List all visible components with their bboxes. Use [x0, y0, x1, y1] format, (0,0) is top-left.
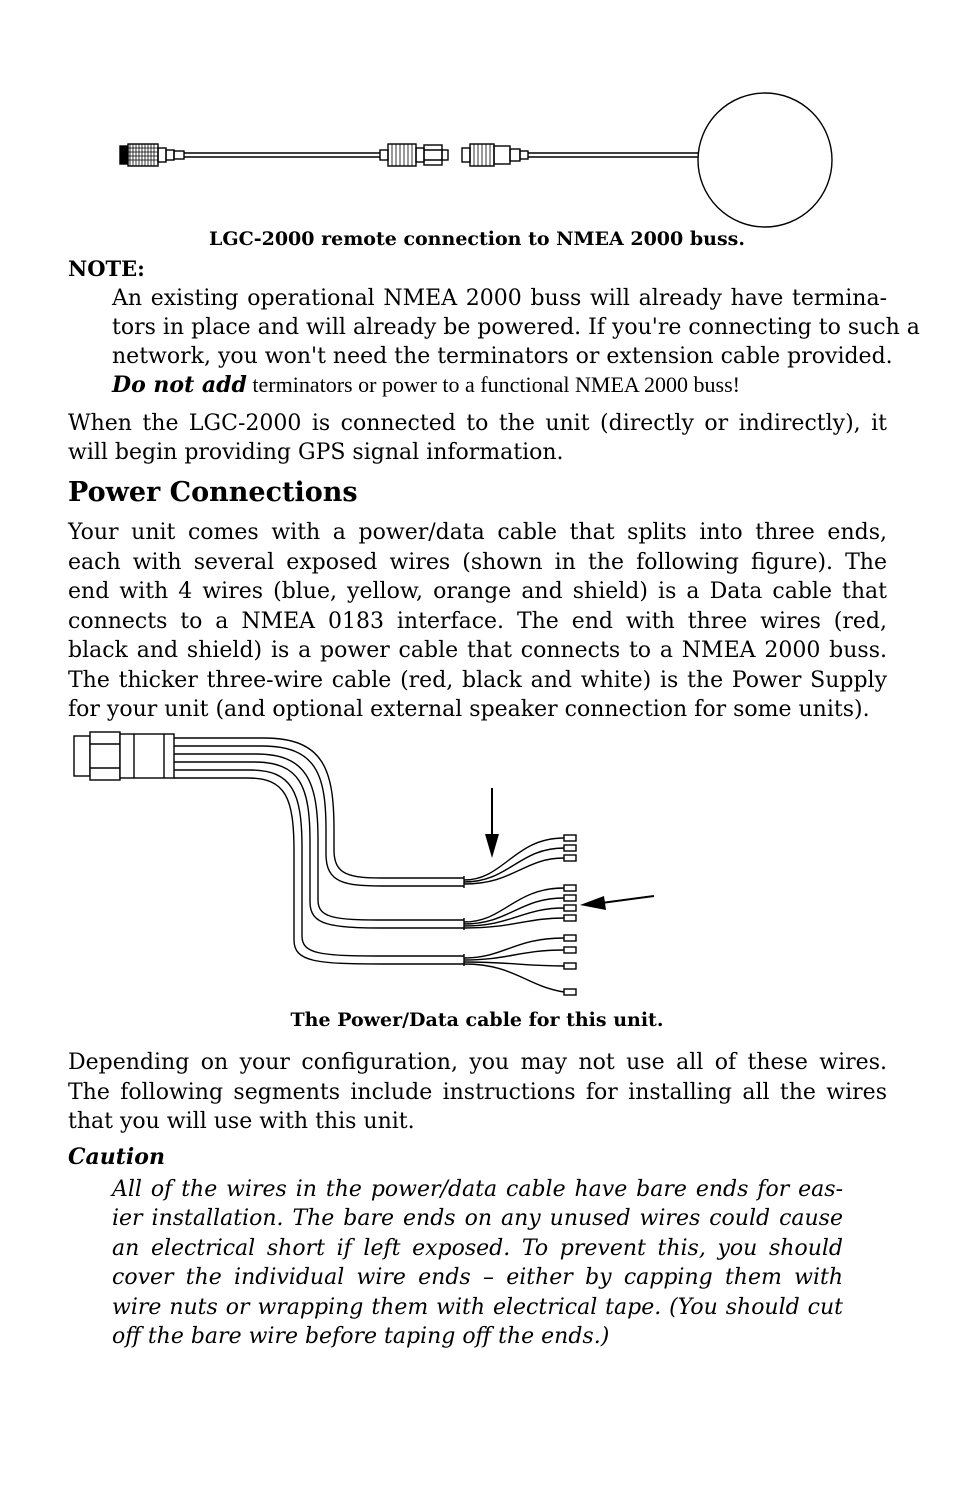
caution-line: off the bare wire before taping off the ends.): [112, 1324, 610, 1349]
paragraph-line: each with several exposed wires (shown in the following figure). The: [68, 550, 887, 575]
paragraph-line: end with 4 wires (blue, yellow, orange and shield) is a Data cable that: [68, 579, 887, 604]
paragraph-line: When the LGC-2000 is connected to the unit (directly or indirectly), it: [68, 411, 887, 436]
lgc2000-connection-figure: [110, 74, 850, 234]
paragraph-line: Your unit comes with a power/data cable that splits into three ends,: [68, 520, 887, 545]
paragraph-line: black and shield) is a power cable that connects to a NMEA 2000 buss.: [68, 638, 887, 663]
figure1-caption: LGC-2000 remote connection to NMEA 2000 buss.: [209, 228, 745, 250]
note-warning-line: [112, 372, 740, 398]
figure2-caption: The Power/Data cable for this unit.: [290, 1009, 664, 1031]
paragraph-line: that you will use with this unit.: [68, 1109, 415, 1134]
note-line: tors in place and will already be powered. If you're connecting to such a: [112, 315, 920, 340]
section-heading: Power Connections: [68, 477, 358, 508]
note-warning-emphasis: Do not add: [112, 372, 247, 398]
note-warning-text: terminators or power to a functional NMEA 2000 buss!: [246, 372, 740, 397]
paragraph-line: connects to a NMEA 0183 interface. The end with three wires (red,: [68, 609, 887, 634]
caution-line: an electrical short if left exposed. To prevent this, you should: [112, 1236, 843, 1261]
caution-line: All of the wires in the power/data cable have bare ends for eas-: [112, 1177, 843, 1202]
paragraph-line: The following segments include instructions for installing all the wires: [68, 1080, 887, 1105]
caution-line: cover the individual wire ends – either by capping them with: [112, 1265, 843, 1290]
paragraph-line: Depending on your configuration, you may not use all of these wires.: [68, 1050, 887, 1075]
note-line: An existing operational NMEA 2000 buss will already have termina-: [112, 286, 887, 311]
power-data-cable-figure: [64, 730, 684, 1010]
note-label: NOTE:: [68, 256, 145, 281]
caution-line: wire nuts or wrapping them with electrical tape. (You should cut: [112, 1295, 843, 1320]
paragraph-line: will begin providing GPS signal information.: [68, 440, 564, 465]
paragraph-line: The thicker three-wire cable (red, black and white) is the Power Supply: [68, 668, 887, 693]
caution-line: ier installation. The bare ends on any unused wires could cause: [112, 1206, 843, 1231]
note-line: network, you won't need the terminators or extension cable provided.: [112, 344, 893, 369]
paragraph-line: for your unit (and optional external speaker connection for some units).: [68, 697, 870, 722]
caution-label: Caution: [68, 1144, 165, 1170]
